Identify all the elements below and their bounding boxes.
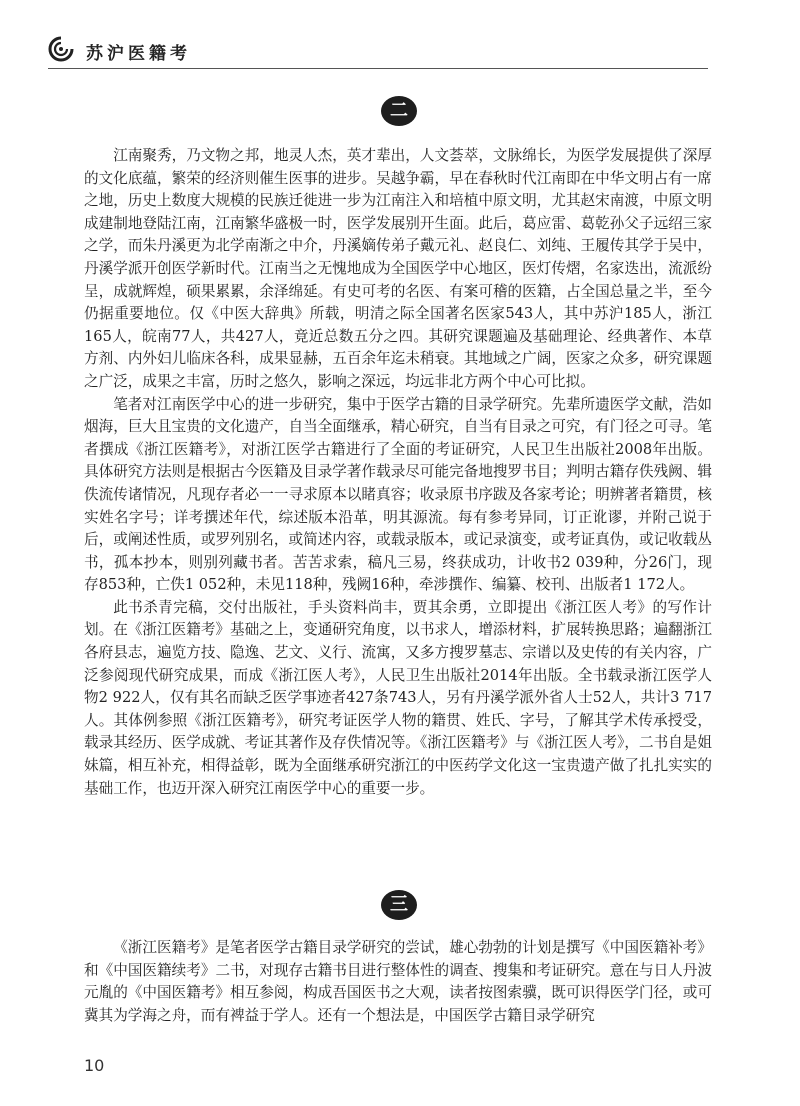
paragraph: 笔者对江南医学中心的进一步研究，集中于医学古籍的目录学研究。先辈所遗医学文献，浩如烟海，巨大且宝贵的文化遗产，自当全面继承，精心研究，自当有目录之可究，有门径之可寻。笔者撰成《浙江医籍考》，对浙江医学古籍进行了全面的考证研究，人民卫生出版社2008年出版。具体研究方法则是根据古今医籍及目录学著作载录尽可能完备地搜罗书目；判明古籍存佚残阙、辑佚流传诸情况，凡现存者必一一寻求原本以睹真容；收录原书序跋及各家考论；明辨著者籍贯，核实姓名字号；详考撰述年代，综述版本沿革，明其源流。每有参考异同，订正讹谬，并附己说于后，或阐述性质，或罗列别名，或简述内容，或载录版本，或记录演变，或考证真伪，或记收载丛书，孤本抄本，则别列藏书者。苦苦求索，稿凡三易，终获成功，计收书2 039种，分26门，现存853种，亡佚1 052种，未见118种，残阙16种，牵涉撰作、编纂、校刊、出版者1 172人。 — [84, 395, 712, 594]
section-number-badge: 三 — [381, 890, 417, 920]
section-three-body — [84, 937, 712, 1027]
running-header — [48, 30, 708, 70]
page-number: 10 — [84, 1056, 105, 1075]
header-divider — [48, 68, 708, 69]
book-title: 苏沪医籍考 — [86, 44, 191, 64]
paragraph: 《浙江医籍考》是笔者医学古籍目录学研究的尝试，雄心勃勃的计划是撰写《中国医籍补考》和《中国医籍续考》二书，对现存古籍书目进行整体性的调查、搜集和考证研究。意在与日人丹波元胤的《中国医籍考》相互参阅，构成吾国医书之大观，读者按图索骥，既可识得医学门径，或可冀其为学海之舟，而有裨益于学人。还有一个想法是，中国医学古籍目录学研究 — [84, 939, 712, 1024]
paragraph: 此书杀青完稿，交付出版社，手头资料尚丰，贾其余勇，立即提出《浙江医人考》的写作计划。在《浙江医籍考》基础之上，变通研究角度，以书求人，增添材料，扩展转换思路；遍翻浙江各府县志，遍览方技、隐逸、艺文、义行、流寓，又多方搜罗墓志、宗谱以及史传的有关内容，广泛参阅现代研究成果，而成《浙江医人考》，人民卫生出版社2014年出版。全书载录浙江医学人物2 922人，仅有其名而缺乏医学事迹者427条743人，另有丹溪学派外省人士52人，共计3 717人。其体例参照《浙江医籍考》，研究考证医学人物的籍贯、姓氏、字号，了解其学术传承授受，载录其经历、医学成就、考证其著作及存佚情况等。《浙江医籍考》与《浙江医人考》，二书自是姐妹篇，相互补充，相得益彰，既为全面继承研究浙江的中医药学文化这一宝贵遗产做了扎扎实实的基础工作，也迈开深入研究江南医学中心的重要一步。 — [84, 598, 712, 797]
swirl-logo-icon — [48, 36, 74, 62]
section-number-badge: 二 — [381, 96, 417, 126]
section-two-body — [84, 145, 712, 800]
paragraph: 江南聚秀，乃文物之邦，地灵人杰，英才辈出，人文荟萃，文脉绵长，为医学发展提供了深厚的文化底蕴，繁荣的经济则催生医事的进步。吴越争霸，早在春秋时代江南即在中华文明占有一席之地，历史上数度大规模的民族迁徙进一步为江南注入和培植中原文明，尤其赵宋南渡，中原文明成建制地登陆江南，江南繁华盛极一时，医学发展别开生面。此后，葛应雷、葛乾孙父子远绍三家之学，而朱丹溪更为北学南渐之中介，丹溪嫡传弟子戴元礼、赵良仁、刘纯、王履传其学于吴中，丹溪学派开创医学新时代。江南当之无愧地成为全国医学中心地区，医灯传熠，名家迭出，流派纷呈，成就辉煌，硕果累累，余泽绵延。有史可考的名医、有案可稽的医籍，占全国总量之半，至今仍据重要地位。仅《中医大辞典》所载，明清之际全国著名医家543人，其中苏沪185人，浙江165人，皖南77人，共427人，竟近总数五分之四。其研究课题遍及基础理论、经典著作、本草方剂、内外妇儿临床各科，成果显赫，五百余年迄未稍衰。其地域之广阔，医家之众多，研究课题之广泛，成果之丰富，历时之悠久，影响之深远，均远非北方两个中心可比拟。 — [84, 147, 712, 390]
